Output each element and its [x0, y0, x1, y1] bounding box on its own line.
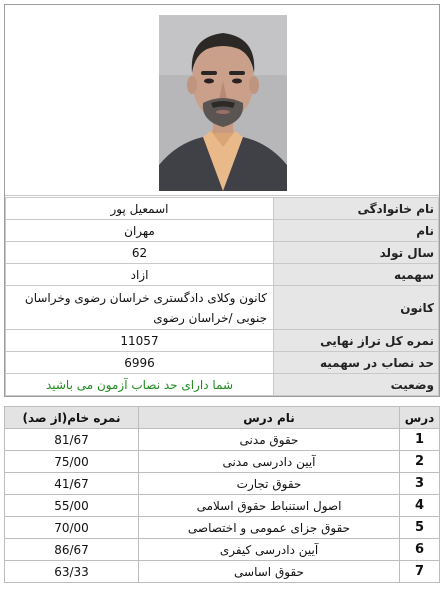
table-row [5, 451, 440, 473]
table-row [5, 473, 440, 495]
label-status: وضعیت [274, 374, 439, 396]
row-quota-threshold [6, 352, 439, 374]
course-score: 63/33 [5, 561, 139, 583]
course-name: اصول استنباط حقوق اسلامی [139, 495, 400, 517]
label-last-name: نام خانوادگی [274, 198, 439, 220]
value-first-name: مهران [6, 220, 274, 242]
profile-table [5, 197, 439, 396]
photo-area [5, 5, 439, 196]
courses-table [4, 406, 440, 583]
value-birth-year: 62 [6, 242, 274, 264]
course-number: 4 [400, 495, 440, 517]
label-first-name: نام [274, 220, 439, 242]
course-name: حقوق مدنی [139, 429, 400, 451]
course-number: 7 [400, 561, 440, 583]
label-quota: سهمیه [274, 264, 439, 286]
course-score: 81/67 [5, 429, 139, 451]
value-quota: ازاد [6, 264, 274, 286]
value-status: شما دارای حد نصاب آزمون می باشید [6, 374, 274, 396]
course-score: 41/67 [5, 473, 139, 495]
label-bar-association: کانون [274, 286, 439, 330]
label-quota-threshold: حد نصاب در سهمیه [274, 352, 439, 374]
course-number: 1 [400, 429, 440, 451]
row-last-name [6, 198, 439, 220]
row-status [6, 374, 439, 396]
row-quota [6, 264, 439, 286]
table-row [5, 517, 440, 539]
row-bar-association [6, 286, 439, 330]
candidate-photo [159, 15, 287, 191]
courses-header-row [5, 407, 440, 429]
label-birth-year: سال تولد [274, 242, 439, 264]
course-name: آیین دادرسی مدنی [139, 451, 400, 473]
course-score: 75/00 [5, 451, 139, 473]
row-first-name [6, 220, 439, 242]
table-row [5, 495, 440, 517]
course-score: 86/67 [5, 539, 139, 561]
course-name: حقوق جزای عمومی و اختصاصی [139, 517, 400, 539]
course-score: 70/00 [5, 517, 139, 539]
course-score: 55/00 [5, 495, 139, 517]
table-row [5, 561, 440, 583]
course-name: حقوق اساسی [139, 561, 400, 583]
value-total-score: 11057 [6, 330, 274, 352]
course-name: آیین دادرسی کیفری [139, 539, 400, 561]
value-bar-association: کانون وکلای دادگستری خراسان رضوی وخراسان جنوبی /خراسان رضوی [6, 286, 274, 330]
course-number: 2 [400, 451, 440, 473]
row-total-score [6, 330, 439, 352]
value-last-name: اسمعیل پور [6, 198, 274, 220]
course-name: حقوق تجارت [139, 473, 400, 495]
header-course-name: نام درس [139, 407, 400, 429]
course-number: 6 [400, 539, 440, 561]
table-row [5, 539, 440, 561]
row-birth-year [6, 242, 439, 264]
table-row [5, 429, 440, 451]
header-raw-score: نمره خام(از صد) [5, 407, 139, 429]
value-quota-threshold: 6996 [6, 352, 274, 374]
course-number: 3 [400, 473, 440, 495]
header-course-number: درس [400, 407, 440, 429]
label-total-score: نمره کل تراز نهایی [274, 330, 439, 352]
course-number: 5 [400, 517, 440, 539]
portrait-image [159, 15, 287, 191]
profile-card [4, 4, 440, 397]
